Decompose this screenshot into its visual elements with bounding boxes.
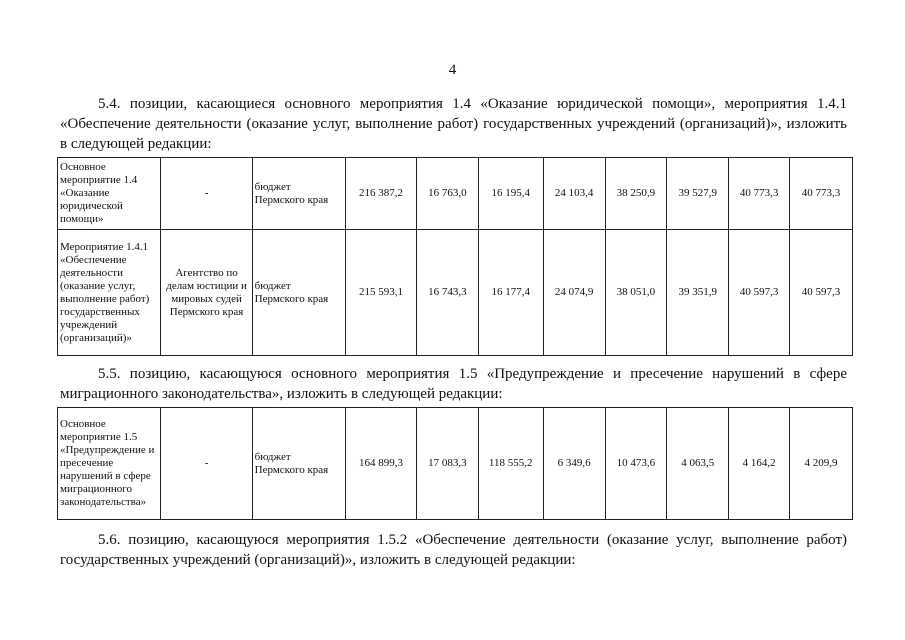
table-row <box>58 408 853 520</box>
value-cell: 4 164,2 <box>729 408 790 520</box>
funding-source-cell: бюджет Пермского края <box>252 230 345 356</box>
value-cell: 10 473,6 <box>605 408 667 520</box>
value-cell: 24 074,9 <box>543 230 605 356</box>
executor-cell: - <box>161 408 252 520</box>
measure-name-cell: Основное мероприятие 1.4 «Оказание юридической помощи» <box>58 158 161 230</box>
value-cell: 38 051,0 <box>605 230 667 356</box>
measure-name-cell: Основное мероприятие 1.5 «Предупреждение и пресечение нарушений в сфере миграционного законодательства» <box>58 408 161 520</box>
value-cell: 40 773,3 <box>729 158 790 230</box>
value-cell: 216 387,2 <box>345 158 416 230</box>
funding-source-cell: бюджет Пермского края <box>252 158 345 230</box>
value-cell: 40 597,3 <box>729 230 790 356</box>
section-5-6-content: 5.6. позицию, касающуюся мероприятия 1.5.2 «Обеспечение деятельности (оказание услуг, выполнение работ) государственных учреждений (организаций)», изложить в следующей редакции: <box>60 532 847 568</box>
executor-cell: - <box>161 158 252 230</box>
value-cell: 40 773,3 <box>790 158 853 230</box>
value-cell: 16 177,4 <box>478 230 543 356</box>
table-row <box>58 158 853 230</box>
measure-name-cell: Мероприятие 1.4.1 «Обеспечение деятельности (оказание услуг, выполнение работ) государственных учреждений (организаций)» <box>58 230 161 356</box>
value-cell: 4 063,5 <box>667 408 729 520</box>
value-cell: 4 209,9 <box>790 408 853 520</box>
table-row <box>58 230 853 356</box>
section-5-4-content: 5.4. позиции, касающиеся основного мероприятия 1.4 «Оказание юридической помощи», мероприятия 1.4.1 «Обеспечение деятельности (оказание услуг, выполнение работ) государственных учреждений (организаций)», изложить в следующей редакции: <box>60 96 847 152</box>
value-cell: 118 555,2 <box>478 408 543 520</box>
table-measure-1-4 <box>57 157 853 356</box>
section-5-5-text <box>60 364 847 404</box>
value-cell: 6 349,6 <box>543 408 605 520</box>
value-cell: 39 527,9 <box>667 158 729 230</box>
value-cell: 164 899,3 <box>345 408 416 520</box>
section-5-4-text <box>60 94 847 154</box>
funding-source-cell: бюджет Пермского края <box>252 408 345 520</box>
page-number: 4 <box>448 62 457 78</box>
value-cell: 16 763,0 <box>416 158 478 230</box>
value-cell: 16 743,3 <box>416 230 478 356</box>
section-5-5-content: 5.5. позицию, касающуюся основного мероприятия 1.5 «Предупреждение и пресечение нарушений в сфере миграционного законодательства», изложить в следующей редакции: <box>60 366 847 402</box>
value-cell: 40 597,3 <box>790 230 853 356</box>
value-cell: 17 083,3 <box>416 408 478 520</box>
value-cell: 24 103,4 <box>543 158 605 230</box>
value-cell: 38 250,9 <box>605 158 667 230</box>
value-cell: 215 593,1 <box>345 230 416 356</box>
value-cell: 16 195,4 <box>478 158 543 230</box>
executor-cell: Агентство по делам юстиции и мировых судей Пермского края <box>161 230 252 356</box>
value-cell: 39 351,9 <box>667 230 729 356</box>
table-measure-1-5 <box>57 407 853 520</box>
section-5-6-text <box>60 530 847 570</box>
